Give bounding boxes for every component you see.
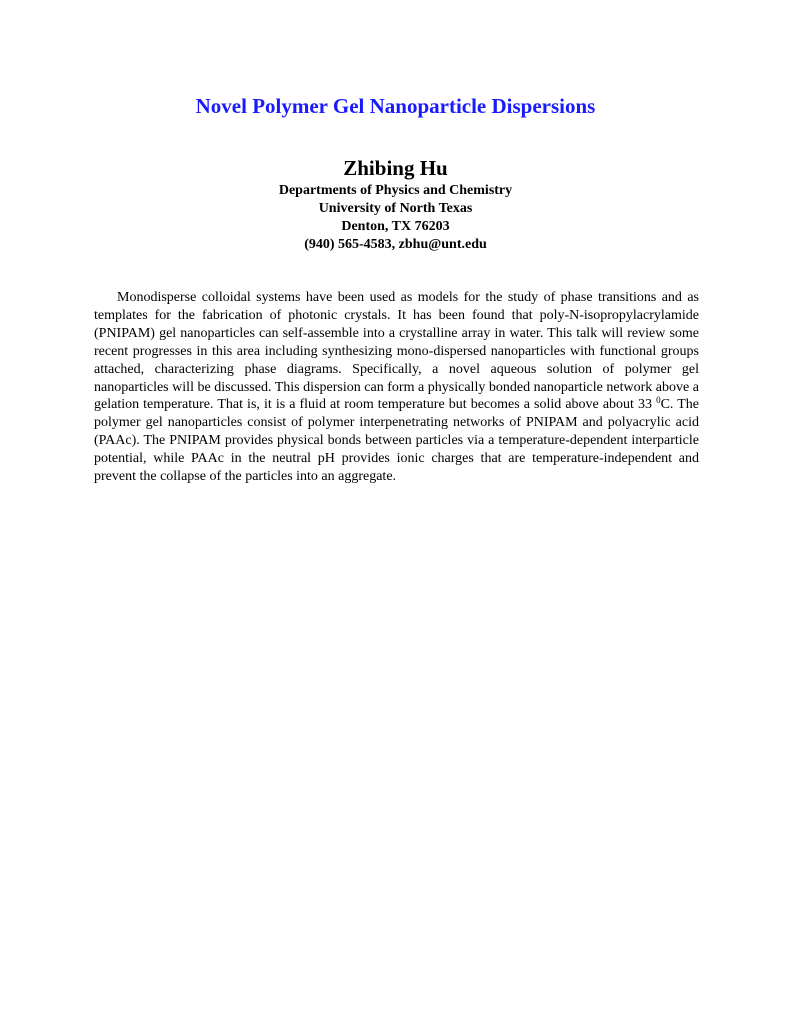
document-title: Novel Polymer Gel Nanoparticle Dispersions [195, 94, 596, 118]
abstract-text-part-1: Monodisperse colloidal systems have been used as models for the study of phase transitions and as templates for the fabrication of photonic crystals. It has been found that poly-N-isopropylacrylamide (PNIPAM) gel nanoparticles can self-assemble into a crystalline array in water. This talk will review some recent progresses in this area including synthesizing mono-dispersed nanoparticles with functional groups attached, characterizing phase diagrams. Specifically, a novel aqueous solution of polymer gel nanoparticles will be discussed. This dispersion can form a physically bonded nanoparticle network above a gelation temperature. That is, it is a fluid at room temperature but becomes a solid above about 33 [94, 290, 699, 413]
author-name: Zhibing Hu [343, 156, 448, 180]
affiliation-address: Denton, TX 76203 [341, 219, 450, 234]
affiliation-contact: (940) 565-4583, zbhu@unt.edu [304, 237, 487, 252]
author-affiliation [0, 182, 791, 254]
degree-superscript: 0 [656, 395, 661, 406]
abstract-paragraph [94, 289, 699, 486]
affiliation-department: Departments of Physics and Chemistry [278, 183, 513, 198]
abstract-text-part-2: C. The polymer gel nanoparticles consist of polymer interpenetrating networks of PNIPAM and polyacrylic acid (PAAc). The PNIPAM provides physical bonds between particles via a temperature-dependent interparticle potential, while PAAc in the neutral pH provides ionic charges that are temperature-independent and prevent the collapse of the particles into an aggregate. [94, 397, 699, 485]
affiliation-university: University of North Texas [318, 201, 473, 216]
